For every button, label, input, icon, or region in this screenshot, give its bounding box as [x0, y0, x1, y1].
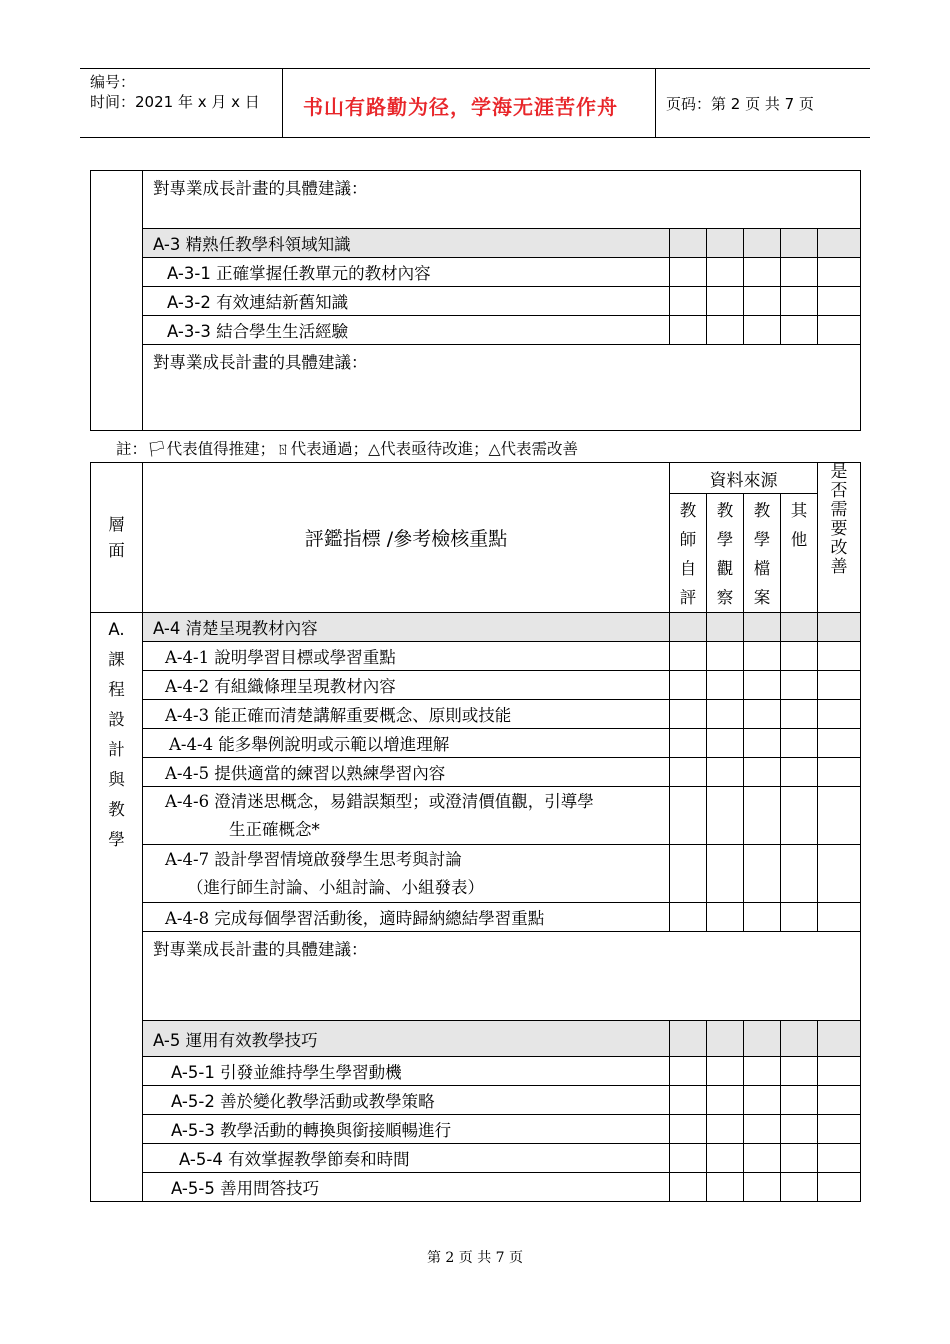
check-cell[interactable]	[707, 787, 744, 845]
criterion-a4-8: A-4-8 完成每個學習活動後，適時歸納總結學習重點	[143, 903, 670, 932]
check-cell[interactable]	[707, 258, 744, 287]
check-cell[interactable]	[744, 671, 781, 700]
check-cell[interactable]	[781, 1086, 818, 1115]
check-cell[interactable]	[818, 229, 861, 258]
check-cell[interactable]	[670, 229, 707, 258]
source-col-observation: 教學觀察	[707, 494, 744, 613]
check-cell[interactable]	[707, 700, 744, 729]
motto: 书山有路勤为径，学海无涯苦作舟	[303, 95, 618, 119]
check-cell[interactable]	[744, 903, 781, 932]
check-cell[interactable]	[818, 758, 861, 787]
check-cell[interactable]	[707, 287, 744, 316]
source-col-other: 其他	[781, 494, 818, 613]
check-cell[interactable]	[707, 758, 744, 787]
check-cell[interactable]	[744, 1144, 781, 1173]
check-cell[interactable]	[781, 316, 818, 345]
check-cell[interactable]	[818, 1144, 861, 1173]
check-cell[interactable]	[670, 613, 707, 642]
check-cell[interactable]	[744, 758, 781, 787]
check-cell[interactable]	[744, 258, 781, 287]
criterion-a5-3: A-5-3 教學活動的轉換與銜接順暢進行	[143, 1115, 670, 1144]
check-cell[interactable]	[818, 729, 861, 758]
check-cell[interactable]	[707, 1173, 744, 1202]
check-cell[interactable]	[781, 729, 818, 758]
check-cell[interactable]	[818, 1115, 861, 1144]
check-cell[interactable]	[818, 845, 861, 903]
check-cell[interactable]	[744, 613, 781, 642]
check-cell[interactable]	[818, 1173, 861, 1202]
check-cell[interactable]	[670, 671, 707, 700]
level-cell: A.課程設計與教學	[91, 613, 143, 1202]
check-cell[interactable]	[744, 787, 781, 845]
check-cell[interactable]	[818, 316, 861, 345]
level-cell	[91, 171, 143, 431]
page-footer: 第 2 页 共 7 页	[426, 1250, 524, 1266]
suggestion-box[interactable]	[143, 171, 861, 229]
check-cell[interactable]	[818, 903, 861, 932]
check-cell[interactable]	[744, 642, 781, 671]
source-header: 資料來源	[670, 463, 818, 494]
check-cell[interactable]	[670, 642, 707, 671]
criterion-a4-4: A-4-4 能多舉例說明或示範以增進理解	[143, 729, 670, 758]
check-cell[interactable]	[670, 316, 707, 345]
check-cell[interactable]	[781, 903, 818, 932]
check-cell[interactable]	[781, 845, 818, 903]
check-cell[interactable]	[670, 758, 707, 787]
check-cell[interactable]	[781, 613, 818, 642]
check-cell[interactable]	[781, 1021, 818, 1057]
check-cell[interactable]	[818, 613, 861, 642]
header-info-cell	[80, 69, 283, 137]
check-cell[interactable]	[707, 1086, 744, 1115]
check-cell[interactable]	[707, 316, 744, 345]
criterion-a4-6: A-4-6 澄清迷思概念，易錯誤類型；或澄清價值觀，引導學 生正確概念*	[143, 787, 670, 845]
page-info: 页码：第 2 页 共 7 页	[666, 95, 814, 113]
check-cell[interactable]	[781, 700, 818, 729]
source-col-teacher: 教師自評	[670, 494, 707, 613]
check-cell[interactable]	[670, 700, 707, 729]
evaluation-table-a3	[90, 170, 861, 431]
criterion-a3-2: A-3-2 有效連結新舊知識	[143, 287, 670, 316]
criterion-a3-3: A-3-3 結合學生生活經驗	[143, 316, 670, 345]
need-improvement-header: 是否需要改善	[818, 463, 861, 613]
section-header-a4: A-4 清楚呈現教材內容	[143, 613, 670, 642]
check-cell[interactable]	[707, 613, 744, 642]
check-cell[interactable]	[818, 1021, 861, 1057]
check-cell[interactable]	[818, 787, 861, 845]
check-cell[interactable]	[707, 903, 744, 932]
level-header: 層面	[91, 463, 143, 613]
criterion-a3-1: A-3-1 正確掌握任教單元的教材內容	[143, 258, 670, 287]
suggestion-label: 對專業成長計畫的具體建議：	[153, 940, 368, 959]
check-cell[interactable]	[781, 1173, 818, 1202]
check-cell[interactable]	[670, 258, 707, 287]
evaluation-table-a4-a5	[90, 462, 861, 1202]
check-cell[interactable]	[707, 1021, 744, 1057]
check-cell[interactable]	[670, 1144, 707, 1173]
check-cell[interactable]	[707, 1144, 744, 1173]
check-cell[interactable]	[781, 787, 818, 845]
criterion-a5-2: A-5-2 善於變化教學活動或教學策略	[143, 1086, 670, 1115]
header-page-cell	[656, 69, 870, 137]
header-motto-cell	[283, 69, 656, 137]
page-header	[80, 68, 870, 138]
legend-note: 註：🏳代表值得推建；ㄖ代表通過；△代表亟待改進；△代表需改善	[116, 440, 579, 458]
check-cell[interactable]	[670, 903, 707, 932]
check-cell[interactable]	[744, 1021, 781, 1057]
check-cell[interactable]	[781, 642, 818, 671]
check-cell[interactable]	[707, 1057, 744, 1086]
suggestion-label: 對專業成長計畫的具體建議：	[153, 353, 368, 372]
check-cell[interactable]	[781, 229, 818, 258]
criterion-a5-5: A-5-5 善用問答技巧	[143, 1173, 670, 1202]
criterion-a5-1: A-5-1 引發並維持學生學習動機	[143, 1057, 670, 1086]
check-cell[interactable]	[818, 287, 861, 316]
check-cell[interactable]	[781, 258, 818, 287]
criterion-a5-4: A-5-4 有效掌握教學節奏和時間	[143, 1144, 670, 1173]
check-cell[interactable]	[670, 729, 707, 758]
check-cell[interactable]	[707, 671, 744, 700]
check-cell[interactable]	[818, 258, 861, 287]
section-header-a5: A-5 運用有效教學技巧	[143, 1021, 670, 1057]
check-cell[interactable]	[670, 1086, 707, 1115]
criterion-a4-3: A-4-3 能正確而清楚講解重要概念、原則或技能	[143, 700, 670, 729]
check-cell[interactable]	[744, 1173, 781, 1202]
check-cell[interactable]	[707, 642, 744, 671]
suggestion-label: 對專業成長計畫的具體建議：	[153, 179, 368, 198]
check-cell[interactable]	[670, 1021, 707, 1057]
check-cell[interactable]	[818, 671, 861, 700]
check-cell[interactable]	[744, 700, 781, 729]
check-cell[interactable]	[818, 700, 861, 729]
suggestion-box[interactable]	[143, 932, 861, 1021]
suggestion-box[interactable]	[143, 345, 861, 431]
check-cell[interactable]	[707, 845, 744, 903]
time-label: 时间：2021 年 x 月 x 日	[90, 93, 260, 111]
criterion-a4-2: A-4-2 有組織條理呈現教材內容	[143, 671, 670, 700]
check-cell[interactable]	[707, 229, 744, 258]
check-cell[interactable]	[781, 1144, 818, 1173]
source-col-portfolio: 教學檔案	[744, 494, 781, 613]
check-cell[interactable]	[670, 1057, 707, 1086]
check-cell[interactable]	[670, 787, 707, 845]
check-cell[interactable]	[744, 229, 781, 258]
criterion-a4-1: A-4-1 說明學習目標或學習重點	[143, 642, 670, 671]
check-cell[interactable]	[707, 729, 744, 758]
check-cell[interactable]	[781, 671, 818, 700]
check-cell[interactable]	[670, 845, 707, 903]
criterion-a4-5: A-4-5 提供適當的練習以熟練學習內容	[143, 758, 670, 787]
check-cell[interactable]	[744, 316, 781, 345]
criterion-a4-7: A-4-7 設計學習情境啟發學生思考與討論 （進行師生討論、小組討論、小組發表）	[143, 845, 670, 903]
check-cell[interactable]	[744, 1115, 781, 1144]
check-cell[interactable]	[781, 758, 818, 787]
indicator-header: 評鑑指標 /參考檢核重點	[143, 463, 670, 613]
section-header-a3: A-3 精熟任教學科領域知識	[143, 229, 670, 258]
check-cell[interactable]	[781, 1057, 818, 1086]
check-cell[interactable]	[744, 729, 781, 758]
check-cell[interactable]	[744, 1057, 781, 1086]
check-cell[interactable]	[744, 845, 781, 903]
check-cell[interactable]	[744, 1086, 781, 1115]
check-cell[interactable]	[707, 1115, 744, 1144]
check-cell[interactable]	[670, 1173, 707, 1202]
check-cell[interactable]	[781, 287, 818, 316]
check-cell[interactable]	[744, 287, 781, 316]
check-cell[interactable]	[818, 1086, 861, 1115]
code-label: 编号：	[90, 73, 136, 91]
check-cell[interactable]	[818, 1057, 861, 1086]
check-cell[interactable]	[781, 1115, 818, 1144]
check-cell[interactable]	[670, 1115, 707, 1144]
check-cell[interactable]	[670, 287, 707, 316]
check-cell[interactable]	[818, 642, 861, 671]
